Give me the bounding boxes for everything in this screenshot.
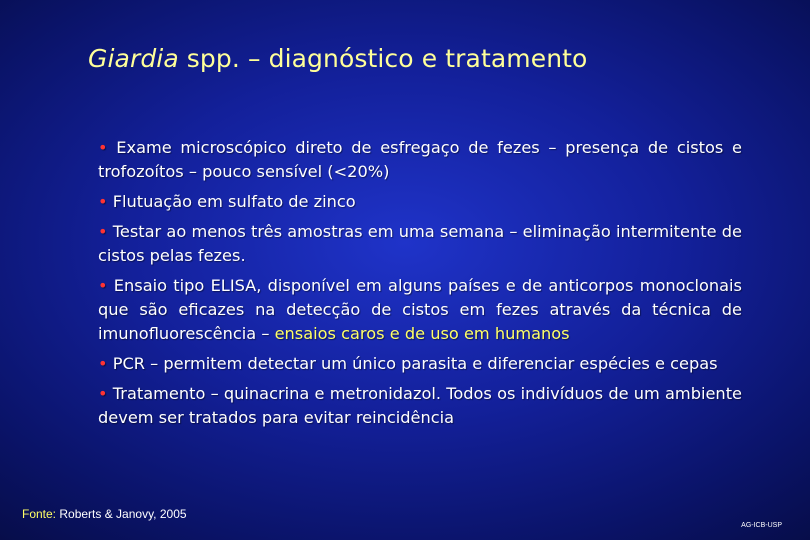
source-citation xyxy=(22,507,187,521)
bullet-text: Tratamento – quinacrina e metronidazol. Todos os indivíduos de um ambiente devem ser tratados para evitar reincidência xyxy=(98,384,742,427)
bullet-dot-icon: • xyxy=(98,276,108,295)
bullet-text: Flutuação em sulfato de zinco xyxy=(107,192,356,211)
bullet-list xyxy=(98,136,742,436)
bullet-highlight: ensaios caros e de uso em humanos xyxy=(274,324,570,343)
slide-title xyxy=(88,44,587,73)
source-text: Roberts & Janovy, 2005 xyxy=(56,507,187,521)
bullet-text: PCR – permitem detectar um único parasita e diferenciar espécies e cepas xyxy=(107,354,718,373)
bullet-item xyxy=(98,136,742,184)
title-genus: Giardia xyxy=(88,44,179,73)
bullet-item xyxy=(98,220,742,268)
bullet-item xyxy=(98,382,742,430)
title-rest: spp. – diagnóstico e tratamento xyxy=(178,44,588,73)
bullet-text: Exame microscópico direto de esfregaço de fezes – presença de cistos e trofozoítos – pouco sensível (<20%) xyxy=(98,138,742,181)
bullet-dot-icon: • xyxy=(98,384,108,403)
bullet-item xyxy=(98,274,742,346)
bullet-dot-icon: • xyxy=(98,138,108,157)
bullet-dot-icon: • xyxy=(98,354,108,373)
institution-footer: AG-ICB-USP xyxy=(741,522,782,529)
bullet-dot-icon: • xyxy=(98,192,108,211)
bullet-item xyxy=(98,190,742,214)
bullet-text: Ensaio tipo ELISA, disponível em alguns países e de anticorpos monoclonais que são eficazes na detecção de cistos em fezes através da técnica de imunofluorescência – xyxy=(98,276,742,343)
bullet-text: Testar ao menos três amostras em uma semana – eliminação intermitente de cistos pelas fezes. xyxy=(98,222,742,265)
bullet-dot-icon: • xyxy=(98,222,108,241)
bullet-item xyxy=(98,352,742,376)
source-label: Fonte: xyxy=(22,507,57,521)
